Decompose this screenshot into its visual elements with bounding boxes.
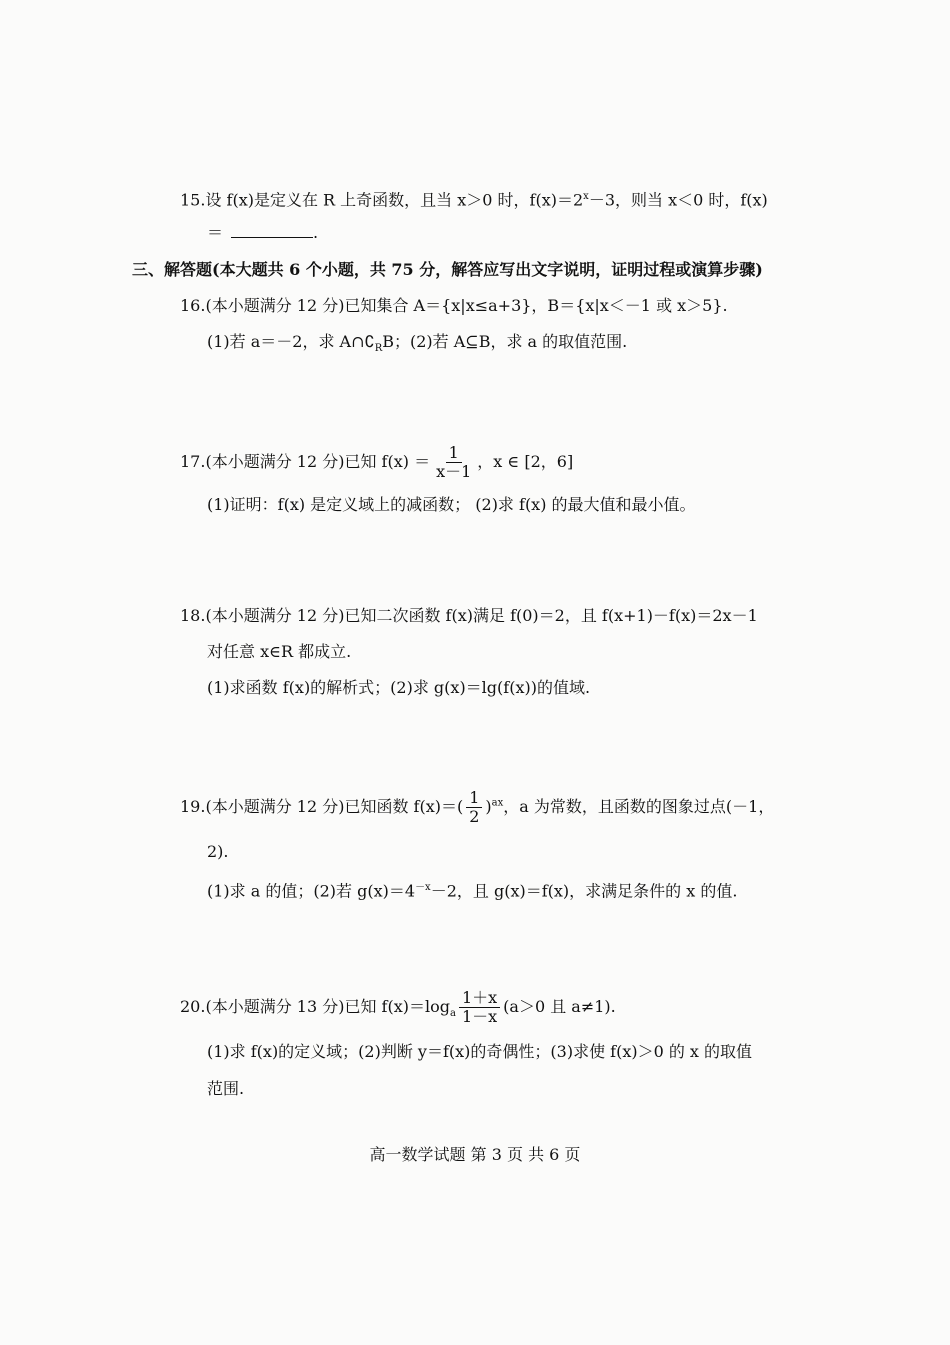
q17-line2: (1)证明：f(x) 是定义域上的减函数； (2)求 f(x) 的最大值和最小值。 (207, 495, 696, 514)
q16-line2: (1)若 a＝－2，求 $A\cap∁_RB$；(2)若 A⊆B，求 a 的取值范围. (207, 332, 628, 355)
q18-line3: (1)求函数 f(x)的解析式；(2)求 g(x)＝lg(f(x))的值域. (207, 678, 591, 697)
q15-line2: ＝ . (207, 223, 319, 242)
q19-fraction: $\frac{1}{2}$ (466, 789, 482, 826)
q17-line1: 17.(本小题满分 12 分)已知 f(x) ＝ $\frac{1}{x-1}$ ，x ∈ [2，6] (180, 443, 574, 481)
q15-line1: 15.设 f(x)是定义在 R 上奇函数，且当 x＞0 时，$f(x)=2^x-3$，则当 x＜0 时，f(x) (180, 190, 768, 210)
q18-line1: 18.(本小题满分 12 分)已知二次函数 f(x)满足 f(0)＝2，且 f(x+1)－f(x)＝2x－1 (180, 606, 758, 625)
q20-fraction: $\frac{1+x}{1-x}$ (459, 989, 500, 1026)
q19-line1: 19.(本小题满分 12 分)已知函数 f(x)＝( $\frac{1}{2}$ )$^{ax}$，a 为常数，且函数的图象过点(－1， (180, 788, 775, 826)
q19-line2: 2). (207, 842, 229, 861)
q20-line1: 20.(本小题满分 13 分)已知 $f(x)=\log_a$ $\frac{1+x}{1-x}$ (a＞0 且 a≠1). (180, 988, 616, 1026)
q16-line1: 16.(本小题满分 12 分)已知集合 A＝{x|x≤a+3}，B＝{x|x＜－1 或 x＞5}. (180, 296, 728, 315)
answer-blank (231, 223, 313, 238)
q17-fraction: $\frac{1}{x-1}$ (436, 443, 472, 481)
q20-line3: 范围. (207, 1079, 245, 1098)
page-footer: 高一数学试题 第 3 页 共 6 页 (369, 1145, 581, 1164)
q20-line2: (1)求 f(x)的定义域；(2)判断 y＝f(x)的奇偶性；(3)求使 f(x)＞0 的 x 的取值 (207, 1042, 753, 1061)
q19-line3: (1)求 a 的值；(2)若 $g(x)=4^{-x}-2$，且 g(x)＝f(x)，求满足条件的 x 的值. (207, 881, 738, 901)
section-heading: 三、解答题(本大题共 6 个小题，共 75 分，解答应写出文字说明，证明过程或演算步骤) (132, 260, 763, 279)
q18-line2: 对任意 x∈R 都成立. (207, 642, 352, 661)
